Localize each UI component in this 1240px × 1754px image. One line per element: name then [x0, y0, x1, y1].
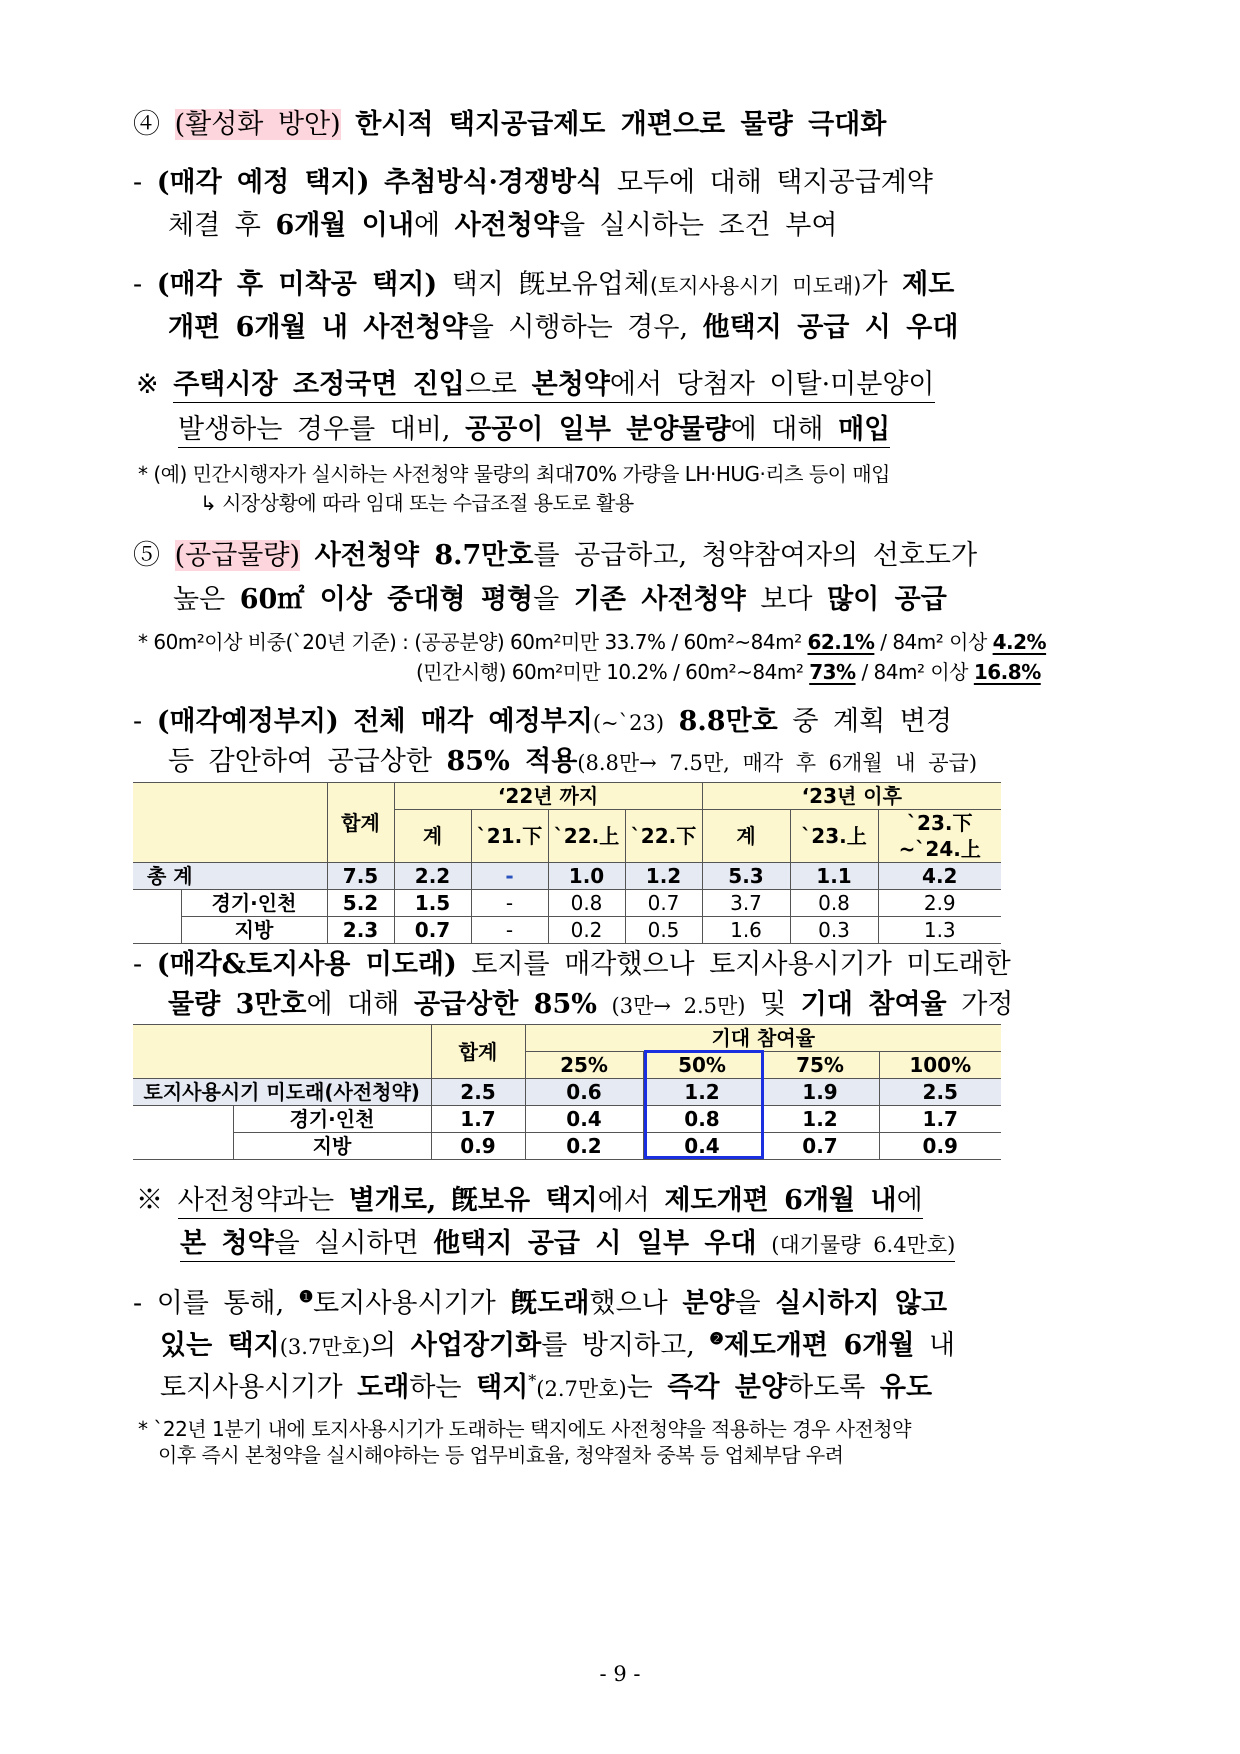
table-cell: 7.5 — [327, 863, 394, 890]
bold-text: 많이 공급 — [827, 584, 947, 615]
bold-text: 분양 — [682, 1288, 735, 1319]
footnote-3-line-2: 이후 즉시 본청약을 실시해야하는 등 업무비효율, 청약절차 중복 등 업체부담 우려 — [158, 1443, 844, 1467]
table-cell: 0.7 — [625, 890, 702, 917]
text: 를 방지하고, — [541, 1330, 695, 1361]
reference-2-line-1 — [136, 1178, 923, 1217]
footnote-2-line-2 — [416, 656, 1041, 685]
dash: - — [133, 1288, 143, 1319]
text: 에 — [413, 210, 441, 241]
table-cell: 0.7 — [761, 1133, 879, 1160]
footnote-3-line-1: * `22년 1분기 내에 토지사용시기가 도래하는 택지에도 사전청약을 적용하는 경우 사전청약 — [138, 1417, 911, 1441]
row-label: 경기·인천 — [181, 890, 327, 917]
text: 토지사용시기가 — [313, 1288, 496, 1319]
text: 발생하는 경우를 대비, — [178, 414, 451, 445]
table-cell: 0.8 — [643, 1106, 761, 1133]
section-tag: (활성화 방안) — [174, 109, 341, 140]
underlined-value: 16.8% — [973, 660, 1041, 684]
bold-text: 85% 적용 — [446, 746, 578, 777]
table-subheader: 100% — [879, 1052, 1001, 1079]
section-number: ⑤ — [133, 540, 160, 571]
bullet-5-line-2 — [160, 1323, 955, 1362]
table-cell: 1.7 — [879, 1106, 1001, 1133]
bold-text: 있는 택지 — [160, 1330, 280, 1361]
bold-text: 60㎡ 이상 중대형 평형 — [239, 584, 534, 615]
underlined-value: 73% — [809, 660, 856, 684]
row-label: 지방 — [233, 1133, 431, 1160]
text: * 60m²이상 비중(`20년 기준) : (공공분양) 60m²미만 33.7% / 60m²~84m² — [138, 630, 802, 654]
text: 및 — [760, 989, 787, 1020]
text: / 84m² 이상 — [880, 630, 987, 654]
section-title: 한시적 택지공급제도 개편으로 물량 극대화 — [355, 109, 887, 140]
table-corner — [133, 783, 327, 863]
reference-mark: ※ — [136, 369, 159, 400]
row-indent — [133, 890, 181, 944]
table-subheader: 25% — [525, 1052, 643, 1079]
bullet-3-line-1 — [133, 699, 952, 738]
bold-text: 기대 참여율 — [800, 989, 947, 1020]
bullet-tag: (매각 예정 택지) — [156, 167, 370, 198]
table-cell: 0.4 — [643, 1133, 761, 1160]
dash: - — [133, 706, 143, 737]
participation-table — [133, 1024, 1001, 1160]
text: 를 공급하고, 청약참여자의 선호도가 — [533, 540, 978, 571]
small-text: (대기물량 6.4만호) — [771, 1233, 956, 1257]
table-row — [133, 1106, 1001, 1133]
bold-text: 旣도래 — [510, 1288, 590, 1319]
text: 을 시행하는 경우, — [467, 312, 689, 343]
table-cell: 0.2 — [548, 917, 625, 944]
table-cell: 1.5 — [394, 890, 471, 917]
text: 으로 — [464, 369, 518, 400]
bullet-4-line-1 — [133, 942, 1011, 981]
table-cell: 0.9 — [879, 1133, 1001, 1160]
bold-text: 매입 — [838, 414, 891, 445]
bold-text: 사전청약 8.7만호 — [314, 540, 534, 571]
table-cell: 1.2 — [643, 1079, 761, 1106]
bullet-tag: (매각 후 미착공 택지) — [156, 269, 438, 300]
table-cell: - — [471, 863, 548, 890]
bold-text: 실시하지 않고 — [775, 1288, 948, 1319]
text: 했으나 — [589, 1288, 668, 1319]
small-text: (3만→ 2.5만) — [611, 994, 746, 1018]
bullet-2-line-2 — [168, 305, 958, 344]
text: 체결 후 — [168, 210, 261, 241]
text: 가정 — [961, 989, 1014, 1020]
bold-text: 6개월 이내 — [275, 210, 414, 241]
table-cell: 1.2 — [625, 863, 702, 890]
text: 모두에 대해 택지공급계약 — [616, 167, 933, 198]
text: 에 대해 — [730, 414, 824, 445]
text: 하는 — [409, 1372, 462, 1403]
text: 하도록 — [787, 1372, 866, 1403]
dash: - — [133, 269, 143, 300]
text: 에 — [896, 1185, 923, 1216]
table-cell: 1.9 — [761, 1079, 879, 1106]
bold-text: 전체 매각 예정부지 — [353, 706, 593, 737]
bold-text: 사전청약 — [454, 210, 559, 241]
row-indent — [133, 1106, 233, 1160]
table-subheader: 계 — [394, 810, 471, 863]
supply-table — [133, 782, 1001, 944]
text: 택지 — [451, 269, 504, 300]
bold-text: 사업장기화 — [410, 1330, 542, 1361]
text: 등 감안하여 공급상한 — [168, 746, 432, 777]
reference-line-1 — [136, 362, 935, 401]
text: 높은 — [173, 584, 226, 615]
bold-text: 他택지 공급 시 일부 우대 — [433, 1228, 757, 1259]
reference-mark: ※ — [136, 1185, 163, 1216]
dash: - — [133, 167, 143, 198]
table-subheader: `23.上 — [790, 810, 878, 863]
bullet-5-line-3 — [160, 1365, 932, 1404]
table-cell: 2.9 — [878, 890, 1001, 917]
table-cell: 2.3 — [327, 917, 394, 944]
table-cell: 0.2 — [525, 1133, 643, 1160]
bold-text: 물량 3만호 — [168, 989, 307, 1020]
text: 이를 통해, — [156, 1288, 285, 1319]
bold-text: 본 청약 — [180, 1228, 274, 1259]
table-cell: 0.5 — [625, 917, 702, 944]
table-cell: 0.3 — [790, 917, 878, 944]
text: 는 — [626, 1372, 653, 1403]
text: 을 — [533, 584, 560, 615]
table-header-group: 기대 참여율 — [525, 1025, 1001, 1052]
page-number: - 9 - — [599, 1662, 641, 1686]
text: / 84m² 이상 — [861, 660, 968, 684]
text: 보다 — [760, 584, 813, 615]
bullet-tag: (매각예정부지) — [156, 706, 339, 737]
table-subheader: `21.下 — [471, 810, 548, 863]
bold-text: 주택시장 조정국면 진입 — [173, 369, 465, 400]
text: 을 — [734, 1288, 761, 1319]
table-corner — [133, 1025, 431, 1079]
bold-text: 공급상한 85% — [413, 989, 597, 1020]
table-subheader: `23.下~`24.上 — [878, 810, 1001, 863]
table-cell: 1.3 — [878, 917, 1001, 944]
text: 사전청약과는 — [177, 1185, 335, 1216]
underlined-value: 4.2% — [992, 630, 1047, 654]
table-cell: 0.6 — [525, 1079, 643, 1106]
table-cell: 1.7 — [431, 1106, 525, 1133]
table-cell: 0.8 — [790, 890, 878, 917]
bold-text: 他택지 공급 시 우대 — [702, 312, 959, 343]
table-cell: 2.2 — [394, 863, 471, 890]
bold-text: 旣보유 택지 — [450, 1185, 598, 1216]
table-cell: 4.2 — [878, 863, 1001, 890]
bold-text: 도래 — [357, 1372, 410, 1403]
section-5-line-2 — [173, 577, 947, 616]
bold-text: 즉각 분양 — [667, 1372, 788, 1403]
table-cell: - — [471, 890, 548, 917]
text: 旣보유업체 — [518, 269, 650, 300]
table-cell: 2.5 — [879, 1079, 1001, 1106]
reference-underlined — [178, 1185, 923, 1219]
bullet-5-line-1 — [133, 1281, 947, 1320]
table-cell: 0.9 — [431, 1133, 525, 1160]
table-row — [133, 917, 1001, 944]
table-cell: 2.5 — [431, 1079, 525, 1106]
table-cell: - — [471, 917, 548, 944]
table-header-group-1: ‘22년 까지 — [394, 783, 702, 810]
bold-text: 제도개편 6개월 — [723, 1330, 915, 1361]
bold-text: 제도 — [902, 269, 955, 300]
bold-text: 공공이 일부 분양물량 — [465, 414, 731, 445]
table-subheader: `22.上 — [548, 810, 625, 863]
circled-number: ❷ — [709, 1329, 724, 1348]
section-number: ④ — [133, 109, 160, 140]
bullet-4-line-2 — [168, 982, 1013, 1021]
reference-underlined — [178, 414, 890, 448]
bold-text: 택지 — [476, 1372, 529, 1403]
text: 토지사용시기가 — [160, 1372, 343, 1403]
bullet-tag: (매각&토지사용 미도래) — [156, 949, 457, 980]
table-row — [133, 863, 1001, 890]
text: 에서 당첨자 이탈·미분양이 — [609, 369, 935, 400]
bold-text: 기존 사전청약 — [573, 584, 746, 615]
table-cell: 1.0 — [548, 863, 625, 890]
text: 중 계획 변경 — [792, 706, 952, 737]
text: 에서 — [597, 1185, 650, 1216]
bold-text: 8.8만호 — [678, 706, 778, 737]
table-row — [133, 890, 1001, 917]
bullet-2-line-1 — [133, 262, 954, 301]
bullet-1-line-2 — [168, 203, 837, 242]
table-row — [133, 1079, 1001, 1106]
table-subheader: `22.下 — [625, 810, 702, 863]
bold-text: 추첨방식·경쟁방식 — [384, 167, 603, 198]
table-subheader: 75% — [761, 1052, 879, 1079]
bold-text: 유도 — [879, 1372, 933, 1403]
bold-text: 본청약 — [531, 369, 610, 400]
section-5-heading — [133, 533, 977, 572]
footnote-2-line-1 — [138, 626, 1046, 655]
table-cell: 5.3 — [702, 863, 790, 890]
circled-number: ❶ — [298, 1287, 314, 1306]
footnote-1: * (예) 민간시행자가 실시하는 사전청약 물량의 최대70% 가량을 LH·HUG·리츠 등이 매입 — [138, 462, 890, 486]
text: 을 실시하는 조건 부여 — [558, 210, 838, 241]
table-cell: 0.7 — [394, 917, 471, 944]
small-text: (3.7만호) — [279, 1335, 371, 1359]
small-text: (2.7만호) — [536, 1377, 627, 1401]
footnote-mark: * — [528, 1371, 537, 1390]
row-label: 총 계 — [133, 863, 327, 890]
small-text: (~`23) — [592, 711, 665, 735]
small-text: (8.8만→ 7.5만, 매각 후 6개월 내 공급) — [577, 751, 978, 775]
reference-line-2 — [178, 407, 890, 446]
bold-text: 개편 6개월 내 사전청약 — [168, 312, 468, 343]
table-row — [133, 1133, 1001, 1160]
text: 의 — [370, 1330, 397, 1361]
row-label: 토지사용시기 미도래(사전청약) — [133, 1079, 431, 1106]
table-cell: 1.1 — [790, 863, 878, 890]
row-label: 지방 — [181, 917, 327, 944]
table-cell: 1.6 — [702, 917, 790, 944]
table-cell: 1.2 — [761, 1106, 879, 1133]
reference-underlined — [173, 369, 934, 403]
bullet-1-line-1 — [133, 160, 933, 199]
table-header-group-2: ‘23년 이후 — [702, 783, 1001, 810]
text: 내 — [929, 1330, 956, 1361]
table-cell: 0.4 — [525, 1106, 643, 1133]
table-header-total: 합계 — [431, 1025, 525, 1079]
text: 토지를 매각했으나 토지사용시기가 미도래한 — [471, 949, 1011, 980]
footnote-1-sub: ↳ 시장상황에 따라 임대 또는 수급조절 용도로 활용 — [200, 491, 634, 515]
table-cell: 0.8 — [548, 890, 625, 917]
bold-text: 제도개편 6개월 내 — [664, 1185, 897, 1216]
table-subheader: 50% — [643, 1052, 761, 1079]
bullet-3-line-2 — [168, 739, 977, 778]
table-cell: 5.2 — [327, 890, 394, 917]
dash: - — [133, 949, 143, 980]
text: 가 — [861, 269, 888, 300]
reference-2-line-2 — [180, 1221, 955, 1260]
bold-text: 별개로, — [348, 1185, 437, 1216]
row-label: 경기·인천 — [233, 1106, 431, 1133]
text: 에 대해 — [306, 989, 400, 1020]
text: 을 실시하면 — [273, 1228, 419, 1259]
table-cell: 3.7 — [702, 890, 790, 917]
text: (민간시행) 60m²미만 10.2% / 60m²~84m² — [416, 660, 804, 684]
table-subheader: 계 — [702, 810, 790, 863]
section-4-heading — [133, 102, 886, 141]
underlined-value: 62.1% — [807, 630, 875, 654]
small-text: (토지사용시기 미도래) — [649, 274, 862, 298]
section-tag: (공급물량) — [174, 540, 300, 571]
table-header-total: 합계 — [327, 783, 394, 863]
reference-underlined — [180, 1228, 955, 1262]
